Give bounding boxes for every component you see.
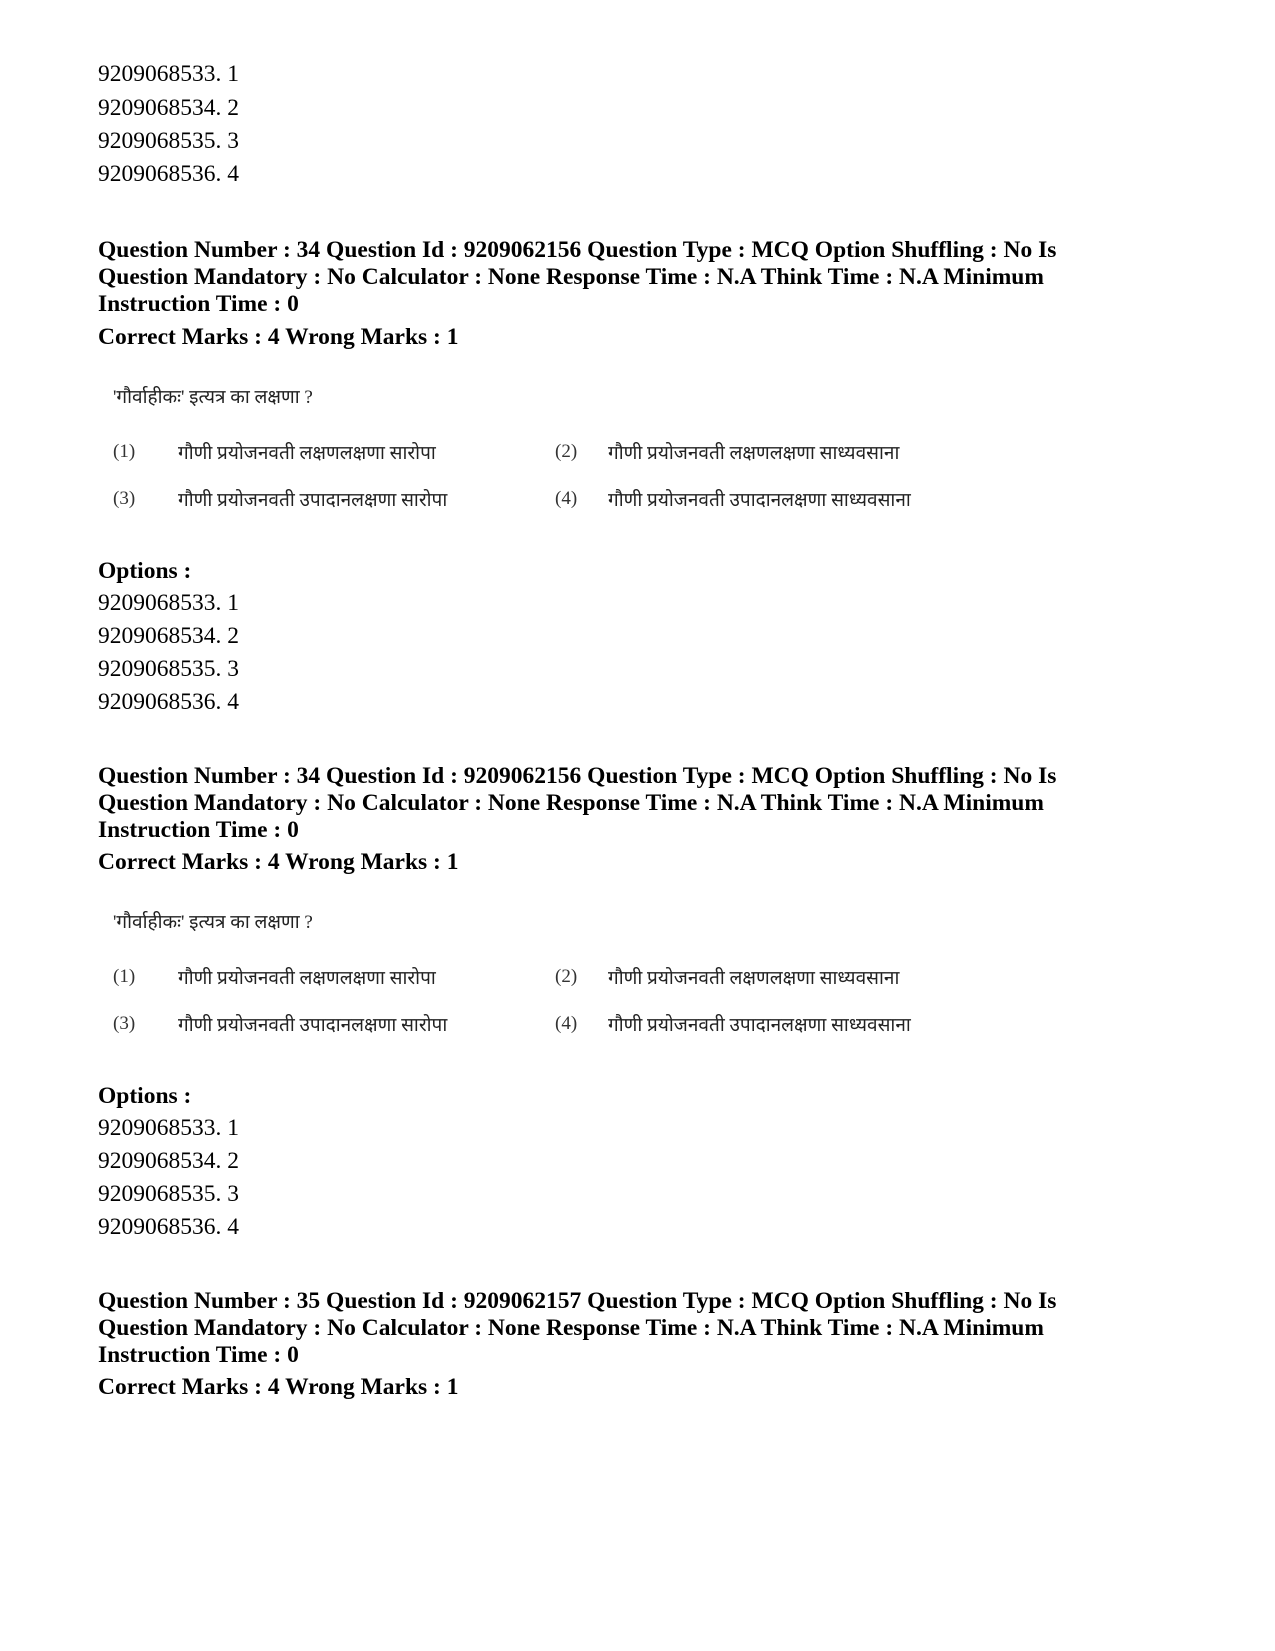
choice-number: (4) — [555, 488, 578, 509]
choice-number: (1) — [113, 966, 136, 987]
question-meta: Instruction Time : 0 — [98, 1342, 299, 1368]
choice-text: गौणी प्रयोजनवती लक्षणलक्षणा सारोपा — [178, 968, 436, 989]
question-stem: 'गौर्वाहीकः' इत्यत्र का लक्षणा ? — [113, 387, 313, 408]
option-line: 9209068536. 4 — [98, 689, 239, 715]
question-marks: Correct Marks : 4 Wrong Marks : 1 — [98, 324, 459, 350]
question-stem: 'गौर्वाहीकः' इत्यत्र का लक्षणा ? — [113, 912, 313, 933]
question-marks: Correct Marks : 4 Wrong Marks : 1 — [98, 1374, 459, 1400]
choice-text: गौणी प्रयोजनवती उपादानलक्षणा साध्यवसाना — [608, 1015, 911, 1036]
option-line: 9209068536. 4 — [98, 1214, 239, 1240]
question-image — [98, 375, 1128, 515]
options-label: Options : — [98, 558, 192, 584]
question-meta: Question Number : 34 Question Id : 9209062156 Question Type : MCQ Option Shuffling : No Is — [98, 237, 1057, 263]
option-line: 9209068533. 1 — [98, 61, 239, 87]
choice-text: गौणी प्रयोजनवती उपादानलक्षणा साध्यवसाना — [608, 490, 911, 511]
option-line: 9209068536. 4 — [98, 161, 239, 187]
choice-text: गौणी प्रयोजनवती लक्षणलक्षणा साध्यवसाना — [608, 443, 900, 464]
choice-text: गौणी प्रयोजनवती लक्षणलक्षणा सारोपा — [178, 443, 436, 464]
option-line: 9209068533. 1 — [98, 590, 239, 616]
question-image — [98, 900, 1128, 1040]
option-line: 9209068534. 2 — [98, 95, 239, 121]
question-meta: Question Mandatory : No Calculator : None Response Time : N.A Think Time : N.A Minimum — [98, 790, 1044, 816]
choice-number: (3) — [113, 488, 136, 509]
choice-text: गौणी प्रयोजनवती उपादानलक्षणा सारोपा — [178, 1015, 448, 1036]
option-line: 9209068533. 1 — [98, 1115, 239, 1141]
question-meta: Question Number : 35 Question Id : 9209062157 Question Type : MCQ Option Shuffling : No Is — [98, 1288, 1057, 1314]
question-meta: Question Number : 34 Question Id : 9209062156 Question Type : MCQ Option Shuffling : No Is — [98, 763, 1057, 789]
choice-text: गौणी प्रयोजनवती लक्षणलक्षणा साध्यवसाना — [608, 968, 900, 989]
option-line: 9209068534. 2 — [98, 1148, 239, 1174]
question-meta: Instruction Time : 0 — [98, 291, 299, 317]
options-label: Options : — [98, 1083, 192, 1109]
question-meta: Question Mandatory : No Calculator : None Response Time : N.A Think Time : N.A Minimum — [98, 1315, 1044, 1341]
choice-number: (3) — [113, 1013, 136, 1034]
choice-text: गौणी प्रयोजनवती उपादानलक्षणा सारोपा — [178, 490, 448, 511]
option-line: 9209068535. 3 — [98, 1181, 239, 1207]
choice-number: (2) — [555, 441, 578, 462]
choice-number: (4) — [555, 1013, 578, 1034]
option-line: 9209068535. 3 — [98, 128, 239, 154]
question-marks: Correct Marks : 4 Wrong Marks : 1 — [98, 849, 459, 875]
question-meta: Instruction Time : 0 — [98, 817, 299, 843]
option-line: 9209068535. 3 — [98, 656, 239, 682]
question-meta: Question Mandatory : No Calculator : None Response Time : N.A Think Time : N.A Minimum — [98, 264, 1044, 290]
choice-number: (1) — [113, 441, 136, 462]
option-line: 9209068534. 2 — [98, 623, 239, 649]
choice-number: (2) — [555, 966, 578, 987]
